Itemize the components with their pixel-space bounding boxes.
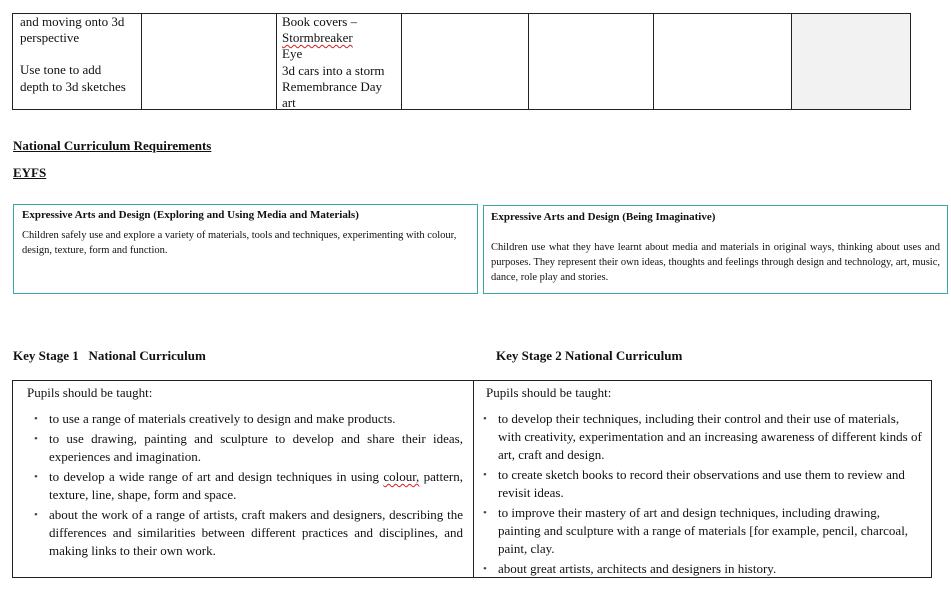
table-shaded-cell: [791, 14, 910, 109]
ks2-intro: Pupils should be taught:: [486, 385, 612, 400]
ks2-cell: [486, 384, 922, 580]
eyfs-box-imaginative: [483, 205, 948, 294]
cell-line: Book covers –: [282, 14, 358, 29]
ks2-list: [486, 410, 922, 578]
ks1-cell: [27, 384, 463, 562]
table-divider: [528, 14, 529, 109]
ks1-list: [27, 410, 463, 560]
eyfs-heading: EYFS: [13, 165, 47, 180]
list-item: • about the work of a range of artists, craft makers and designers, describing the differences and similarities between different practices and disciplines, and making links to their own work.: [27, 506, 463, 560]
list-item: • about great artists, architects and designers in history.: [486, 560, 922, 578]
eyfs-box-media-materials: [13, 204, 478, 294]
cell-line: Use tone to add: [20, 62, 102, 78]
eyfs-box-body: Children use what they have learnt about media and materials in original ways, thinking about uses and purposes. They represent their own ideas, thoughts and feelings through design and technology, art, music, dance, role play and stories.: [491, 242, 940, 283]
table-cell-skills: [20, 14, 138, 95]
list-item: • to use a range of materials creatively to design and make products.: [27, 410, 463, 428]
list-item-text: to develop a wide range of art and design techniques in using: [49, 469, 384, 484]
table-divider: [141, 14, 142, 109]
cell-line: Remembrance Day: [282, 78, 382, 94]
list-item: • to create sketch books to record their observations and use them to review and revisit ideas.: [486, 466, 922, 502]
cell-line: 3d cars into a storm: [282, 62, 385, 78]
list-item: [27, 468, 463, 504]
cell-line: and moving onto 3d: [20, 14, 125, 29]
cell-line: perspective: [20, 30, 80, 46]
list-item-text: pattern, texture, line, shape, form and space.: [49, 469, 463, 502]
cell-line-stormbreaker: Stormbreaker: [282, 30, 353, 46]
key-stage-table: [12, 380, 932, 578]
table-divider: [276, 14, 277, 109]
table-divider: [653, 14, 654, 109]
national-curriculum-heading: National Curriculum Requirements: [13, 138, 212, 153]
table-cell-projects: [282, 14, 400, 111]
table-divider: [473, 381, 474, 577]
list-item: • to improve their mastery of art and design techniques, including drawing, painting and sculpture with a range of materials [for example, pencil, charcoal, paint, clay.: [486, 504, 922, 558]
ks1-heading: Key Stage 1 National Curriculum: [13, 348, 206, 363]
cell-line: depth to 3d sketches: [20, 78, 126, 94]
list-item: • to use drawing, painting and sculpture to develop and share their ideas, experiences and imagination.: [27, 430, 463, 466]
eyfs-box-body: Children safely use and explore a variety of materials, tools and techniques, experimenting with colour, design, texture, form and function.: [22, 230, 457, 256]
list-item-text-colour: colour,: [383, 469, 420, 484]
list-item: • to develop their techniques, including their control and their use of materials, with creativity, experimentation and an increasing awareness of different kinds of art, craft and design.: [486, 410, 922, 464]
cell-line: Eye: [282, 46, 303, 62]
eyfs-box-title: Expressive Arts and Design (Being Imaginative): [491, 211, 716, 223]
cell-line: art: [282, 95, 296, 111]
cell-spacer: [20, 46, 138, 62]
ks1-intro: Pupils should be taught:: [27, 385, 153, 400]
curriculum-table: [12, 13, 911, 110]
table-divider: [401, 14, 402, 109]
eyfs-box-title: Expressive Arts and Design (Exploring and Using Media and Materials): [22, 209, 359, 221]
ks2-heading: Key Stage 2 National Curriculum: [496, 348, 683, 363]
